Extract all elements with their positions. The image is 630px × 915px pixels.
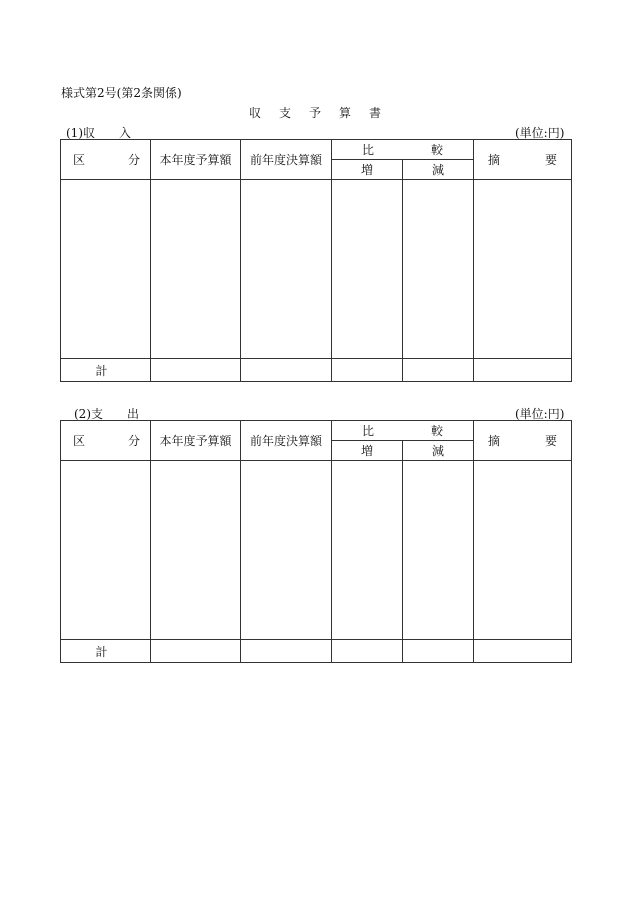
total-settlement[interactable] (241, 640, 332, 663)
unit-label-expense: (単位:円) (515, 407, 565, 421)
cell-remarks[interactable] (474, 461, 572, 640)
section-name-right: 入 (119, 126, 132, 140)
cell-budget[interactable] (151, 461, 241, 640)
title-char: 算 (338, 106, 351, 120)
cell-category[interactable] (61, 461, 151, 640)
cell-decrease[interactable] (403, 461, 474, 640)
section-name-right: 出 (127, 407, 140, 421)
header-settlement: 前年度決算額 (241, 421, 332, 461)
section-prefix: (1) (66, 126, 83, 140)
total-budget[interactable] (151, 640, 241, 663)
unit-label-income: (単位:円) (515, 126, 565, 140)
table-row-body (61, 180, 572, 359)
header-settlement: 前年度決算額 (241, 140, 332, 180)
cell-budget[interactable] (151, 180, 241, 359)
header-category: 区 分 (61, 421, 151, 461)
header-increase: 増 (332, 160, 403, 180)
table-row-total (61, 359, 572, 382)
cell-settlement[interactable] (241, 461, 332, 640)
header-remarks: 摘 要 (474, 421, 572, 461)
total-increase[interactable] (332, 359, 403, 382)
header-decrease: 減 (403, 441, 474, 461)
title-char: 書 (368, 106, 381, 120)
document-title (240, 104, 390, 121)
title-char: 支 (278, 106, 291, 120)
income-table (60, 139, 572, 382)
header-comparison: 比 較 (332, 140, 474, 160)
total-increase[interactable] (332, 640, 403, 663)
header-category: 区 分 (61, 140, 151, 180)
header-budget: 本年度予算額 (151, 140, 241, 180)
total-budget[interactable] (151, 359, 241, 382)
section-name-left: 支 (91, 407, 104, 421)
total-label: 計 (61, 359, 151, 382)
cell-settlement[interactable] (241, 180, 332, 359)
header-decrease: 減 (403, 160, 474, 180)
total-settlement[interactable] (241, 359, 332, 382)
cell-category[interactable] (61, 180, 151, 359)
header-remarks: 摘 要 (474, 140, 572, 180)
total-decrease[interactable] (403, 359, 474, 382)
total-remarks[interactable] (474, 640, 572, 663)
total-remarks[interactable] (474, 359, 572, 382)
section-prefix: (2) (74, 407, 91, 421)
header-increase: 増 (332, 441, 403, 461)
total-label: 計 (61, 640, 151, 663)
cell-increase[interactable] (332, 180, 403, 359)
header-comparison: 比 較 (332, 421, 474, 441)
section-name-left: 収 (83, 126, 96, 140)
expense-table (60, 420, 572, 663)
cell-increase[interactable] (332, 461, 403, 640)
table-row-body (61, 461, 572, 640)
title-char: 予 (308, 106, 321, 120)
table-row-total (61, 640, 572, 663)
form-number: 様式第2号(第2条関係) (61, 86, 182, 100)
title-char: 収 (248, 106, 261, 120)
cell-remarks[interactable] (474, 180, 572, 359)
header-budget: 本年度予算額 (151, 421, 241, 461)
total-decrease[interactable] (403, 640, 474, 663)
cell-decrease[interactable] (403, 180, 474, 359)
